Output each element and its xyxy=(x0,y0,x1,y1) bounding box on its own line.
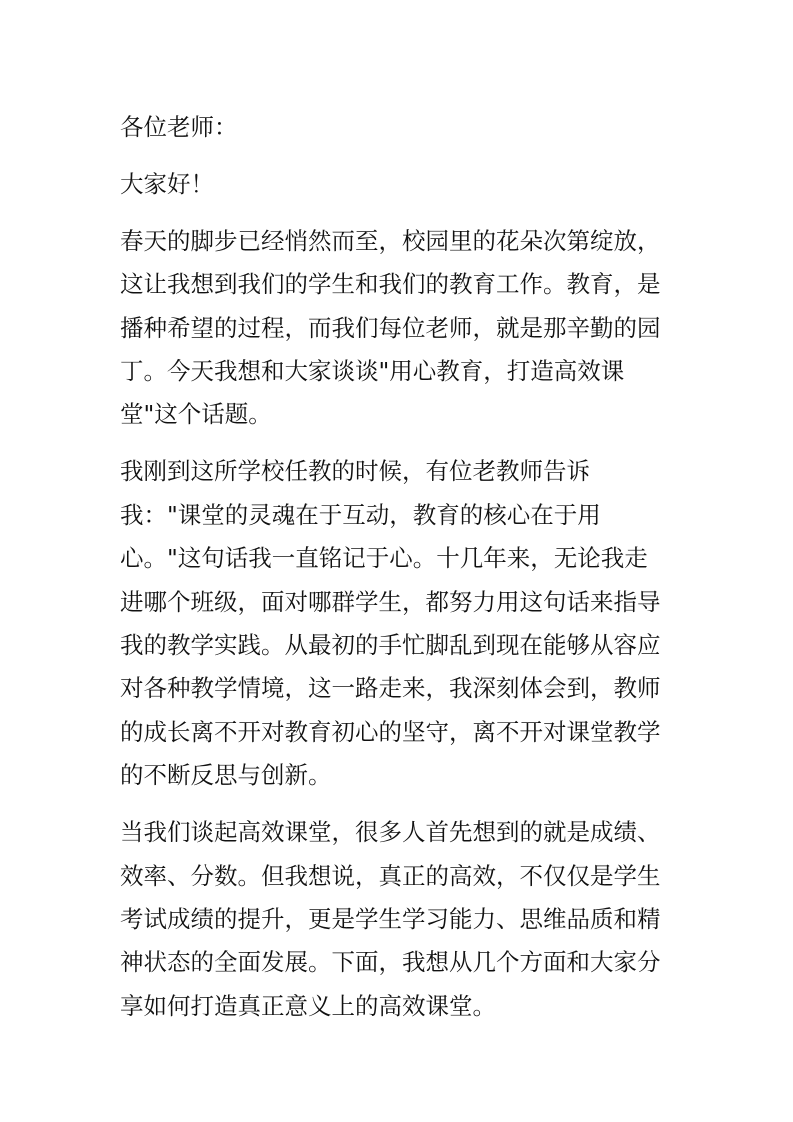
text-line: 效率、分数。但我想说，真正的高效，不仅仅是学生 xyxy=(120,861,661,890)
text-line: 丁。今天我想和大家谈谈"用心教育，打造高效课 xyxy=(120,357,625,386)
paragraph-3 xyxy=(120,811,680,1028)
text-line: 对各种教学情境，这一路走来，我深刻体会到，教师 xyxy=(120,674,661,703)
greeting-paragraph xyxy=(120,106,680,149)
greeting-text: 各位老师： xyxy=(120,113,238,141)
text-line: 春天的脚步已经悄然而至，校园里的花朵次第绽放， xyxy=(120,226,661,255)
text-line: 我刚到这所学校任教的时候，有位老教师告诉 xyxy=(120,457,590,486)
text-line: 这让我想到我们的学生和我们的教育工作。教育，是 xyxy=(120,270,661,299)
paragraph-1 xyxy=(120,220,680,437)
text-line: 神状态的全面发展。下面，我想从几个方面和大家分 xyxy=(120,948,661,977)
text-line: 进哪个班级，面对哪群学生，都努力用这句话来指导 xyxy=(120,587,661,616)
text-line: 当我们谈起高效课堂，很多人首先想到的就是成绩、 xyxy=(120,818,661,847)
text-line: 享如何打造真正意义上的高效课堂。 xyxy=(120,991,496,1020)
text-line: 播种希望的过程，而我们每位老师，就是那辛勤的园 xyxy=(120,313,661,342)
text-line: 的不断反思与创新。 xyxy=(120,761,332,790)
salutation-paragraph xyxy=(120,163,680,206)
text-line: 我："课堂的灵魂在于互动，教育的核心在于用 xyxy=(120,500,601,529)
text-line: 考试成绩的提升，更是学生学习能力、思维品质和精 xyxy=(120,904,661,933)
salutation-text: 大家好！ xyxy=(120,169,214,198)
text-line: 堂"这个话题。 xyxy=(120,400,272,429)
text-line: 的成长离不开对教育初心的坚守，离不开对课堂教学 xyxy=(120,717,661,746)
paragraph-2 xyxy=(120,450,680,797)
text-line: 我的教学实践。从最初的手忙脚乱到现在能够从容应 xyxy=(120,630,661,659)
document-body xyxy=(120,106,680,1042)
text-line: 心。"这句话我一直铭记于心。十几年来，无论我走 xyxy=(120,544,648,573)
